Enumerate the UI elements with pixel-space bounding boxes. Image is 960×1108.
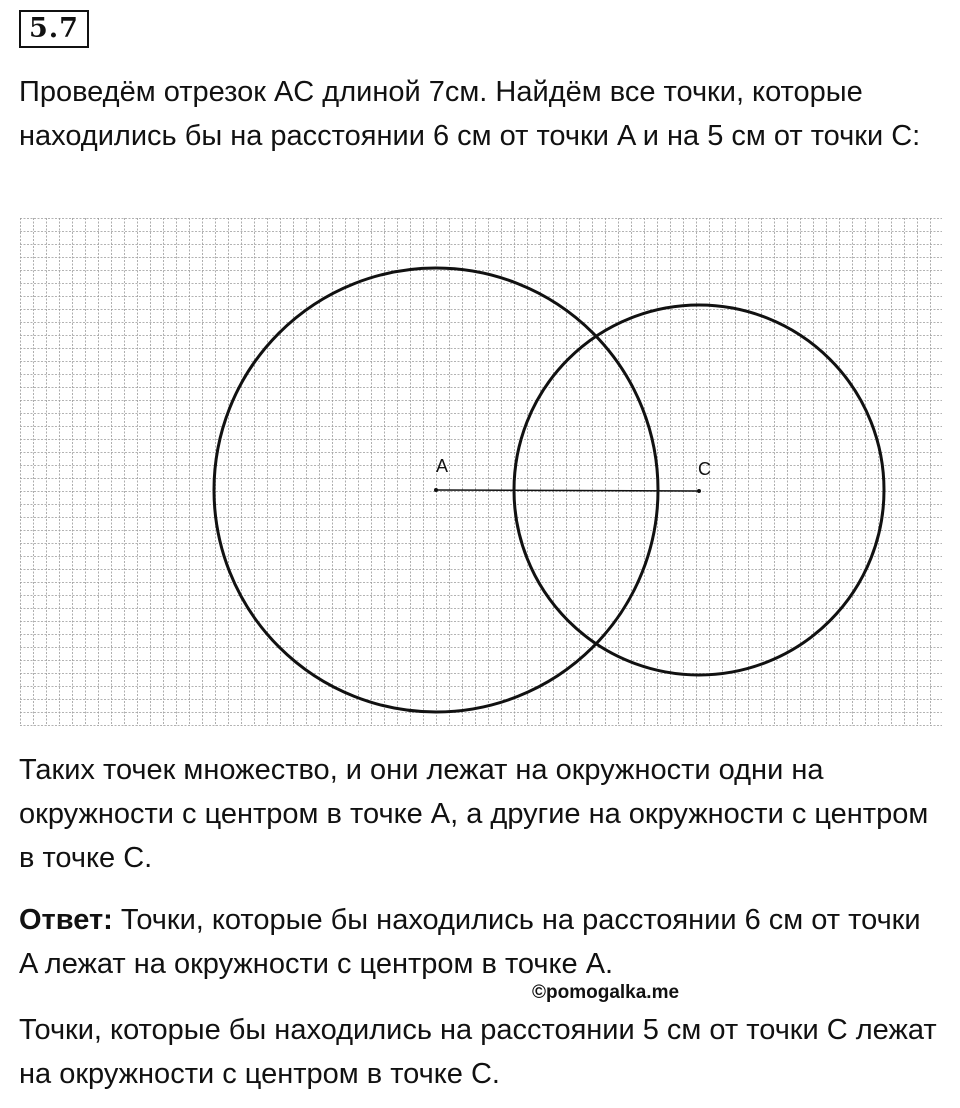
grid-paper xyxy=(20,218,942,726)
answer-label: Ответ: xyxy=(19,904,113,936)
segment-ac xyxy=(436,490,699,491)
intro-paragraph: Проведём отрезок AC длиной 7см. Найдём все точки, которые находились бы на расстоянии 6 см от точки A и на 5 см от точки C: xyxy=(19,76,921,152)
point-a-label: A xyxy=(436,456,449,476)
task-number: 5.7 xyxy=(19,10,89,48)
point-a-dot xyxy=(434,488,438,492)
watermark: ©pomogalka.me xyxy=(532,982,680,1003)
point-c-dot xyxy=(697,489,701,493)
answer-paragraph xyxy=(19,898,944,986)
answer-text: Точки, которые бы находились на расстоянии 6 см от точки A лежат на окружности с центром в точке A. xyxy=(19,904,921,980)
conclusion-paragraph: Таких точек множество, и они лежат на окружности одни на окружности с центром в точке A, а другие на окружности с центром в точке C. xyxy=(19,754,929,874)
point-c-label: C xyxy=(698,459,711,479)
answer-paragraph-2: Точки, которые бы находились на расстоянии 5 см от точки C лежат на окружности с центром в точке C. xyxy=(19,1014,937,1090)
construction-figure xyxy=(20,218,942,726)
